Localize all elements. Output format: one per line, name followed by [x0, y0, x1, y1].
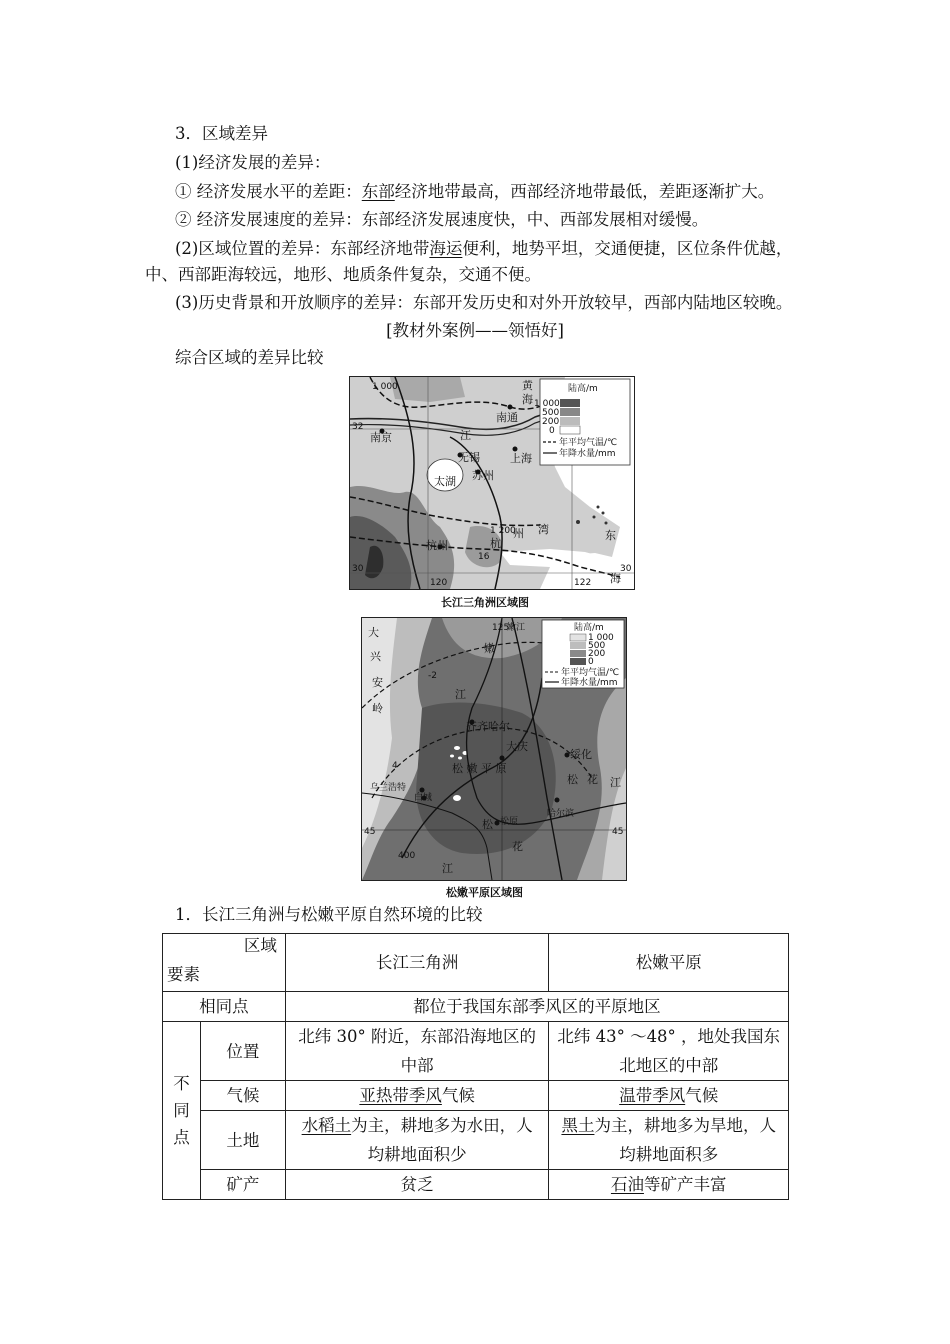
table-title: 1．长江三角洲与松嫩平原自然环境的比较 [175, 905, 483, 924]
climate-col2-answer: 温带季风 [619, 1086, 686, 1105]
yangtze-delta-map [349, 376, 635, 590]
legend2-level-500: 500 [588, 641, 606, 651]
p1-a-answer: 东部 [361, 182, 395, 201]
location-col1 [285, 1022, 549, 1081]
table-row-location [163, 1022, 789, 1081]
label-t-4: 4 [392, 761, 398, 771]
case-title: 综合区域的差异比较 [175, 348, 324, 367]
diff-label [163, 1022, 201, 1200]
same-label: 相同点 [163, 992, 286, 1022]
label-harbin: 哈尔滨 [547, 809, 575, 819]
table-row-land [163, 1111, 789, 1170]
label-wan: 湾 [538, 523, 549, 536]
label-huang: 黄 [522, 379, 533, 392]
label-jiang2: 江 [610, 776, 621, 789]
header-element: 要素 [167, 965, 200, 984]
minerals-label: 矿产 [200, 1170, 285, 1200]
climate-col1-answer: 亚热带季风 [359, 1086, 442, 1105]
label-hai-bottom: 海 [610, 572, 621, 585]
label-xing: 兴 [370, 650, 381, 663]
land-col1-line1 [290, 1111, 545, 1140]
p1-a-prefix: ① 经济发展水平的差距： [175, 182, 362, 201]
land-col1 [285, 1111, 549, 1170]
climate-col1 [285, 1081, 549, 1111]
label-suihua: 绥化 [570, 748, 592, 761]
label-song1: 松 [567, 773, 578, 786]
land-col1-answer: 水稻土 [301, 1116, 352, 1135]
land-label: 土地 [200, 1111, 285, 1170]
climate-col1-suffix: 气候 [441, 1086, 475, 1105]
land-col2-answer: 黑土 [561, 1116, 595, 1135]
label-hai-top: 海 [522, 393, 533, 406]
label-n30-left: 30 [352, 564, 364, 574]
location-label: 位置 [200, 1022, 285, 1081]
label-iso-1000: 1 000 [372, 382, 398, 392]
comparison-table [162, 933, 789, 1200]
climate-label: 气候 [200, 1081, 285, 1111]
minerals-col2-answer: 石油 [610, 1175, 644, 1194]
land-col1-suffix: 为主，耕地多为水田，人 [351, 1116, 533, 1135]
header-col1: 长江三角洲 [285, 934, 549, 992]
table-header-row [163, 934, 789, 992]
location-col2 [549, 1022, 789, 1081]
header-col2: 松嫩平原 [549, 934, 789, 992]
table-row-climate [163, 1081, 789, 1111]
label-lat45-left: 45 [364, 827, 376, 837]
label-p-400: 400 [398, 851, 416, 861]
label-nantong: 南通 [496, 411, 518, 424]
p1-a-suffix: 经济地带最高，西部经济地带最低，差距逐渐扩大。 [394, 182, 775, 201]
label-suzhou: 苏州 [472, 469, 494, 482]
p2-line1 [175, 237, 792, 261]
legend2-title: 陆高/m [574, 623, 604, 633]
case-heading: [教材外案例——领悟好] [386, 321, 564, 340]
label-t-neg2: -2 [428, 671, 437, 681]
label-ling: 岭 [372, 702, 383, 715]
label-iso-16: 16 [478, 552, 490, 562]
table-row-same [163, 992, 789, 1022]
p2-prefix: (2)区域位置的差异：东部经济地带 [175, 239, 430, 258]
p1-item-b: ② 经济发展速度的差异：东部经济发展速度快，中、西部发展相对缓慢。 [175, 210, 709, 229]
p3: (3)历史背景和开放顺序的差异：东部开发历史和对外开放较早，西部内陆地区较晚。 [175, 293, 793, 312]
header-region: 区域 [243, 936, 277, 955]
label-ulanhot: 乌兰浩特 [370, 783, 407, 793]
label-hang: 杭 [490, 537, 501, 550]
diff-label-char: 同 [173, 1101, 190, 1120]
p2-suffix: 便利，地势平坦，交通便捷，区位条件优越， [462, 239, 793, 258]
label-zhou: 州 [513, 527, 524, 540]
label-baicheng: 白城 [414, 793, 433, 803]
legend-level-0: 0 [549, 426, 555, 436]
label-daqing: 大庆 [506, 740, 528, 753]
p1-title: (1)经济发展的差异： [175, 153, 331, 172]
legend-level-1000: 1 000 [534, 399, 560, 409]
climate-col2 [549, 1081, 789, 1111]
same-value: 都位于我国东部季风区的平原地区 [285, 992, 788, 1022]
label-nanjing: 南京 [370, 431, 392, 444]
land-col2-line1 [553, 1111, 784, 1140]
legend-precip: 年降水量/mm [559, 449, 616, 459]
songnen-plain-map [361, 617, 627, 881]
label-hangzhou: 杭州 [426, 539, 448, 552]
p2-line2: 中、西部距海较远，地形、地质条件复杂，交通不便。 [145, 265, 541, 284]
label-n32: 32 [352, 422, 364, 432]
location-col1-line2: 中部 [400, 1056, 434, 1075]
legend-level-500: 500 [542, 408, 560, 418]
label-jiang3: 江 [442, 862, 453, 875]
climate-col2-suffix: 气候 [685, 1086, 719, 1105]
label-dong: 东 [605, 529, 616, 542]
land-col2-suffix: 为主，耕地多为旱地，人 [594, 1116, 776, 1135]
location-col2-line1: 北纬 43° ～48° ，地处我国东 [557, 1027, 781, 1046]
label-e122: 122 [574, 578, 592, 588]
legend2-temp: 年平均气温/℃ [561, 668, 620, 678]
land-col2 [549, 1111, 789, 1170]
label-song2: 松 [482, 818, 493, 831]
p1-item-a [175, 180, 774, 204]
label-jiang: 江 [460, 429, 471, 442]
minerals-col1: 贫乏 [285, 1170, 549, 1200]
map1-caption: 长江三角洲区域图 [441, 596, 529, 609]
legend-title: 陆高/m [568, 384, 598, 394]
legend2-level-0: 0 [588, 657, 594, 667]
land-col2-line2: 均耕地面积多 [619, 1145, 719, 1164]
label-songyuan: 松原 [500, 817, 519, 827]
location-col1-line1: 北纬 30° 附近，东部沿海地区的 [298, 1027, 536, 1046]
location-col2-line2: 北地区的中部 [619, 1056, 719, 1075]
label-wuxi: 无锡 [458, 451, 480, 464]
label-jiang1: 江 [455, 688, 466, 701]
label-lat45-right: 45 [612, 827, 624, 837]
land-col1-line2: 均耕地面积少 [367, 1145, 467, 1164]
minerals-col2-suffix: 等矿产丰富 [643, 1175, 727, 1194]
legend-level-200: 200 [542, 417, 560, 427]
diff-label-char: 点 [173, 1128, 190, 1147]
label-qiqihar: 齐齐哈尔 [466, 720, 510, 733]
legend-temp: 年平均气温/℃ [559, 438, 618, 448]
label-e120: 120 [430, 578, 448, 588]
label-e125: 125 [492, 623, 510, 633]
label-nen: 嫩 [484, 642, 495, 655]
label-taihu: 太湖 [434, 475, 456, 488]
diff-label-char: 不 [173, 1074, 190, 1093]
legend2-level-1000: 1 000 [588, 633, 614, 643]
label-n30-right: 30 [620, 564, 632, 574]
label-da: 大 [368, 626, 379, 639]
legend2-level-200: 200 [588, 649, 606, 659]
header-corner-cell [163, 934, 286, 992]
section-heading: 3．区域差异 [175, 124, 268, 143]
label-songnen: 松 嫩 平 原 [452, 762, 507, 775]
legend2-precip: 年降水量/mm [561, 678, 618, 688]
label-an: 安 [372, 676, 383, 689]
label-nenjiang: 嫩江 [507, 623, 526, 633]
label-shanghai: 上海 [510, 452, 532, 465]
table-row-minerals [163, 1170, 789, 1200]
label-hua1: 花 [587, 773, 598, 786]
minerals-col2 [549, 1170, 789, 1200]
label-hua2: 花 [512, 840, 523, 853]
label-iso-1200: 1 200 [490, 526, 516, 536]
p2-answer: 海运 [429, 239, 463, 258]
map2-caption: 松嫩平原区域图 [446, 886, 523, 899]
